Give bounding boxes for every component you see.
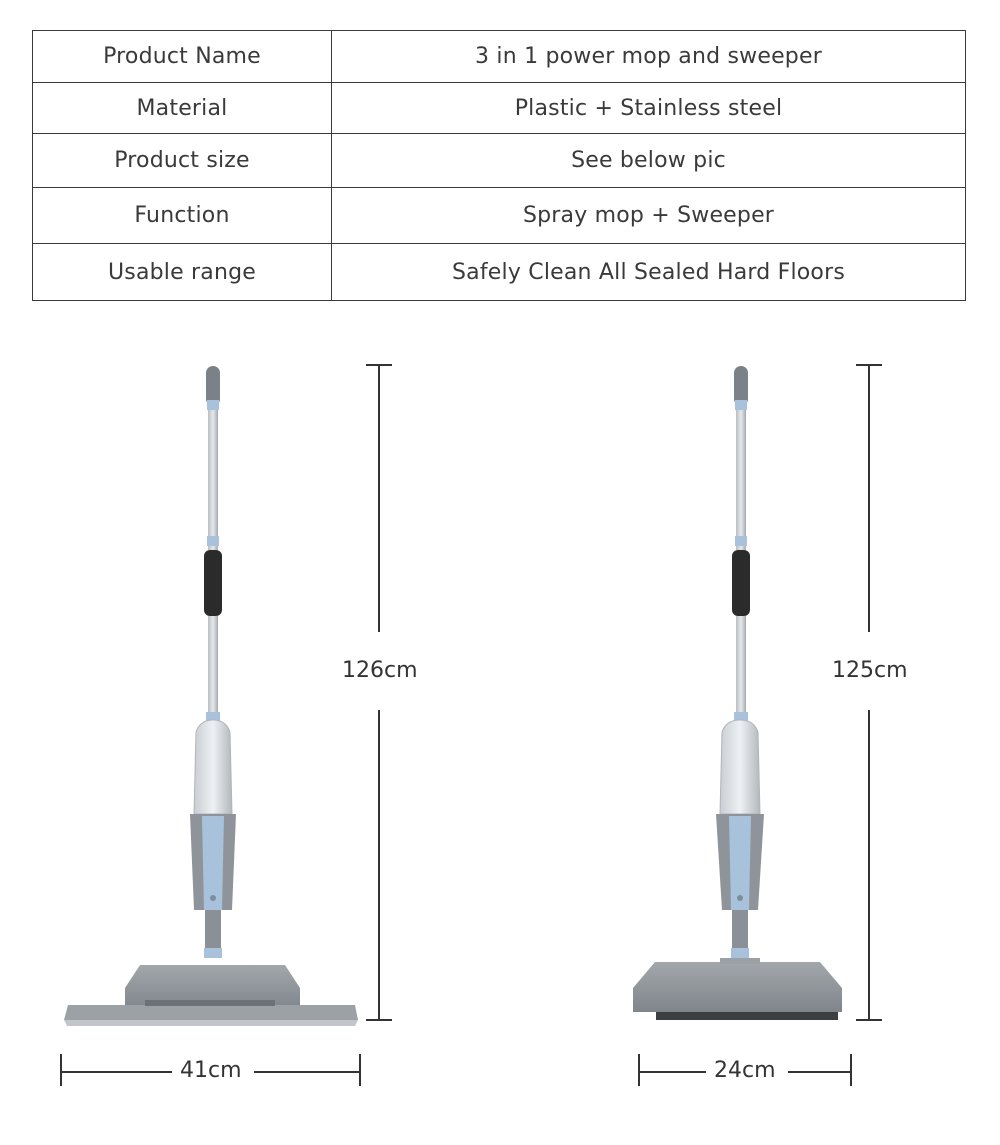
table-row [33,134,966,188]
row-value: See below pic [332,134,966,188]
row-label: Product Name [33,31,332,83]
row-value: Safely Clean All Sealed Hard Floors [332,244,966,301]
row-value: Spray mop + Sweeper [332,188,966,244]
table-row [33,31,966,83]
table-row [33,188,966,244]
sweeper-width-label: 24cm [710,1058,780,1083]
row-value: 3 in 1 power mop and sweeper [332,31,966,83]
mop-height-marker [366,365,392,1020]
spray-mop-image [64,366,358,1026]
row-label: Usable range [33,244,332,301]
sweeper-height-marker [856,365,882,1020]
mop-width-label: 41cm [176,1058,246,1083]
row-label: Function [33,188,332,244]
table-row [33,83,966,134]
table-row [33,244,966,301]
spec-table [32,30,966,301]
sweeper-height-label: 125cm [828,658,912,683]
mop-height-label: 126cm [338,658,422,683]
row-label: Material [33,83,332,134]
sweeper-image [633,366,842,1020]
row-value: Plastic + Stainless steel [332,83,966,134]
row-label: Product size [33,134,332,188]
product-figure [0,320,1000,1120]
